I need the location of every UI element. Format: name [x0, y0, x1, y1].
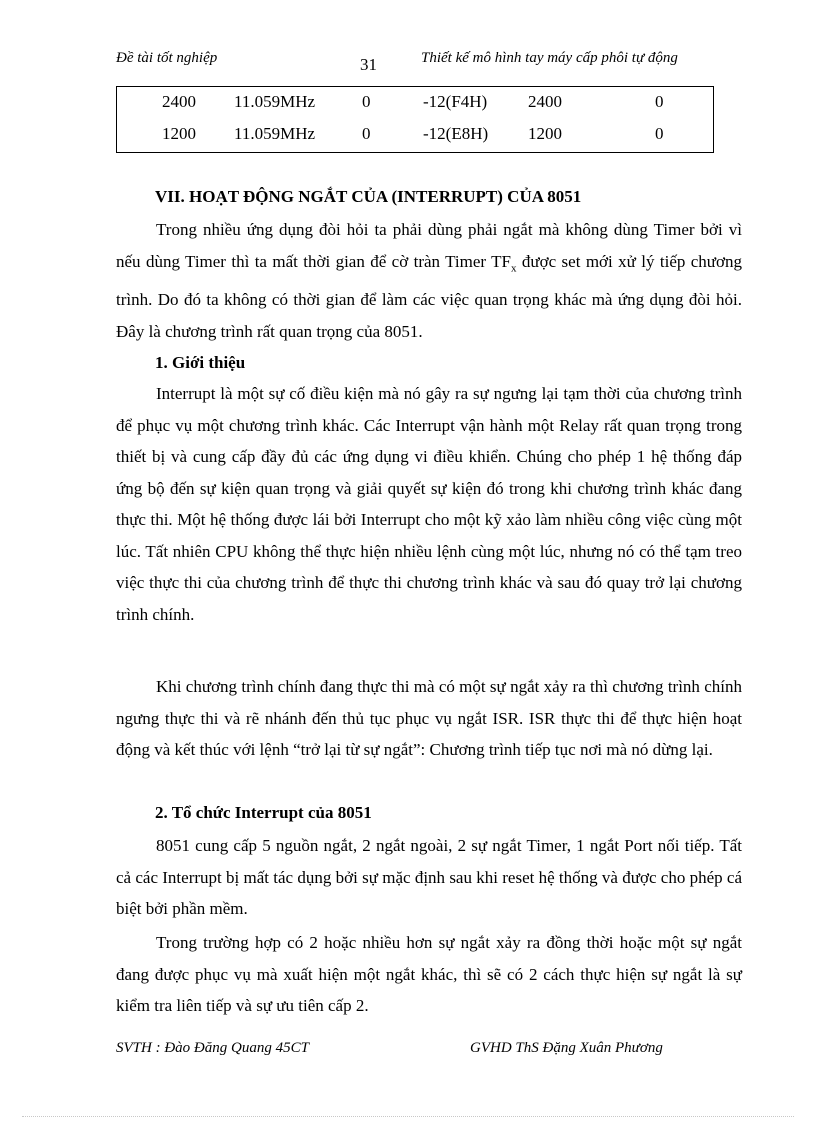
header-right: Thiết kế mô hình tay máy cấp phôi tự động — [421, 50, 678, 66]
table-cell: 11.059MHz — [234, 92, 316, 111]
intro-text-cont: được set mới xử lý tiếp chương trình. Do đó ta không có thời gian để làm các việc quan trọng khác mà ứng dụng đòi hỏi. Đây là chương trình rất quan trọng của 8051. — [116, 251, 743, 341]
footer-right: GVHD ThS Đặng Xuân Phương — [470, 1040, 663, 1056]
section-title: VII. HOẠT ĐỘNG NGẮT CỦA (INTERRUPT) CỦA 8051 — [155, 187, 582, 206]
paragraph: Khi chương trình chính đang thực thi mà có một sự ngắt xảy ra thì chương trình chính ngưng thực thi và rẽ nhánh đến thủ tục phục vụ ngắt ISR. ISR thực thi để thực hiện hoạt động và kết thúc với lệnh “trở lại từ sự ngắt”: Chương trình tiếp tục nơi mà nó dừng lại. — [116, 677, 742, 759]
page-number: 31 — [360, 55, 377, 74]
table-cell: 0 — [362, 92, 371, 111]
table-cell: -12(F4H) — [423, 92, 488, 111]
table-cell: 11.059MHz — [234, 124, 316, 143]
intro-paragraph — [116, 214, 742, 347]
subsection-title-organization: 2. Tổ chức Interrupt của 8051 — [155, 803, 372, 822]
table-cell: 0 — [655, 124, 664, 143]
page-boundary-divider — [22, 1116, 794, 1117]
footer-left: SVTH : Đào Đăng Quang 45CT — [116, 1040, 309, 1056]
table-cell: 2400 — [528, 92, 562, 111]
table-cell: 0 — [362, 124, 371, 143]
table-cell: 0 — [655, 92, 664, 111]
subsection-title-intro: 1. Giới thiệu — [155, 353, 246, 372]
paragraph: Interrupt là một sự cố điều kiện mà nó gây ra sự ngưng lại tạm thời của chương trình để phục vụ một chương trình khác. Các Interrupt vận hành một Relay rất quan trọng trong thiết bị và cung cấp đầy đủ các ứng dụng vi điều khiển. Chúng cho phép 1 hệ thống đáp ứng bộ đến sự kiện quan trọng và giải quyết sự kiện đó trong khi chương trình khác đang thực thi. Một hệ thống được lái bởi Interrupt cho một kỹ xảo làm nhiều công việc cùng một lúc. Tất nhiên CPU không thể thực hiện nhiều lệnh cùng một lúc, nhưng nó có thể tạm treo việc thực thi của chương trình để thực thi chương trình khác và sau đó quay trở lại chương trình chính. — [116, 384, 742, 624]
intro-text: Trong nhiều ứng dụng đòi hỏi ta phải dùng phải ngắt mà không dùng Timer bởi vì nếu dùng Timer thì ta mất thời gian để cờ tràn Timer TF — [116, 220, 742, 271]
baud-rate-table — [116, 86, 714, 153]
paragraph: 8051 cung cấp 5 nguồn ngắt, 2 ngắt ngoài, 2 sự ngắt Timer, 1 ngắt Port nối tiếp. Tất cả các Interrupt bị mất tác dụng bởi sự mặc định sau khi reset hệ thống và được cho phép cá biệt bởi phần mềm. — [116, 836, 742, 918]
table-cell: 1200 — [162, 124, 196, 143]
intro-subscript: x — [511, 261, 517, 274]
table-cell: 2400 — [162, 92, 196, 111]
header-left: Đề tài tốt nghiệp — [116, 50, 218, 66]
table-cell: -12(E8H) — [423, 124, 489, 143]
table-cell: 1200 — [528, 124, 562, 143]
paragraph: Trong trường hợp có 2 hoặc nhiều hơn sự ngắt xảy ra đồng thời hoặc một sự ngắt đang được phục vụ mà xuất hiện một ngắt khác, thì sẽ có 2 cách thực hiện sự ngắt là sự kiểm tra liên tiếp và sự ưu tiên cấp 2. — [116, 933, 742, 1015]
